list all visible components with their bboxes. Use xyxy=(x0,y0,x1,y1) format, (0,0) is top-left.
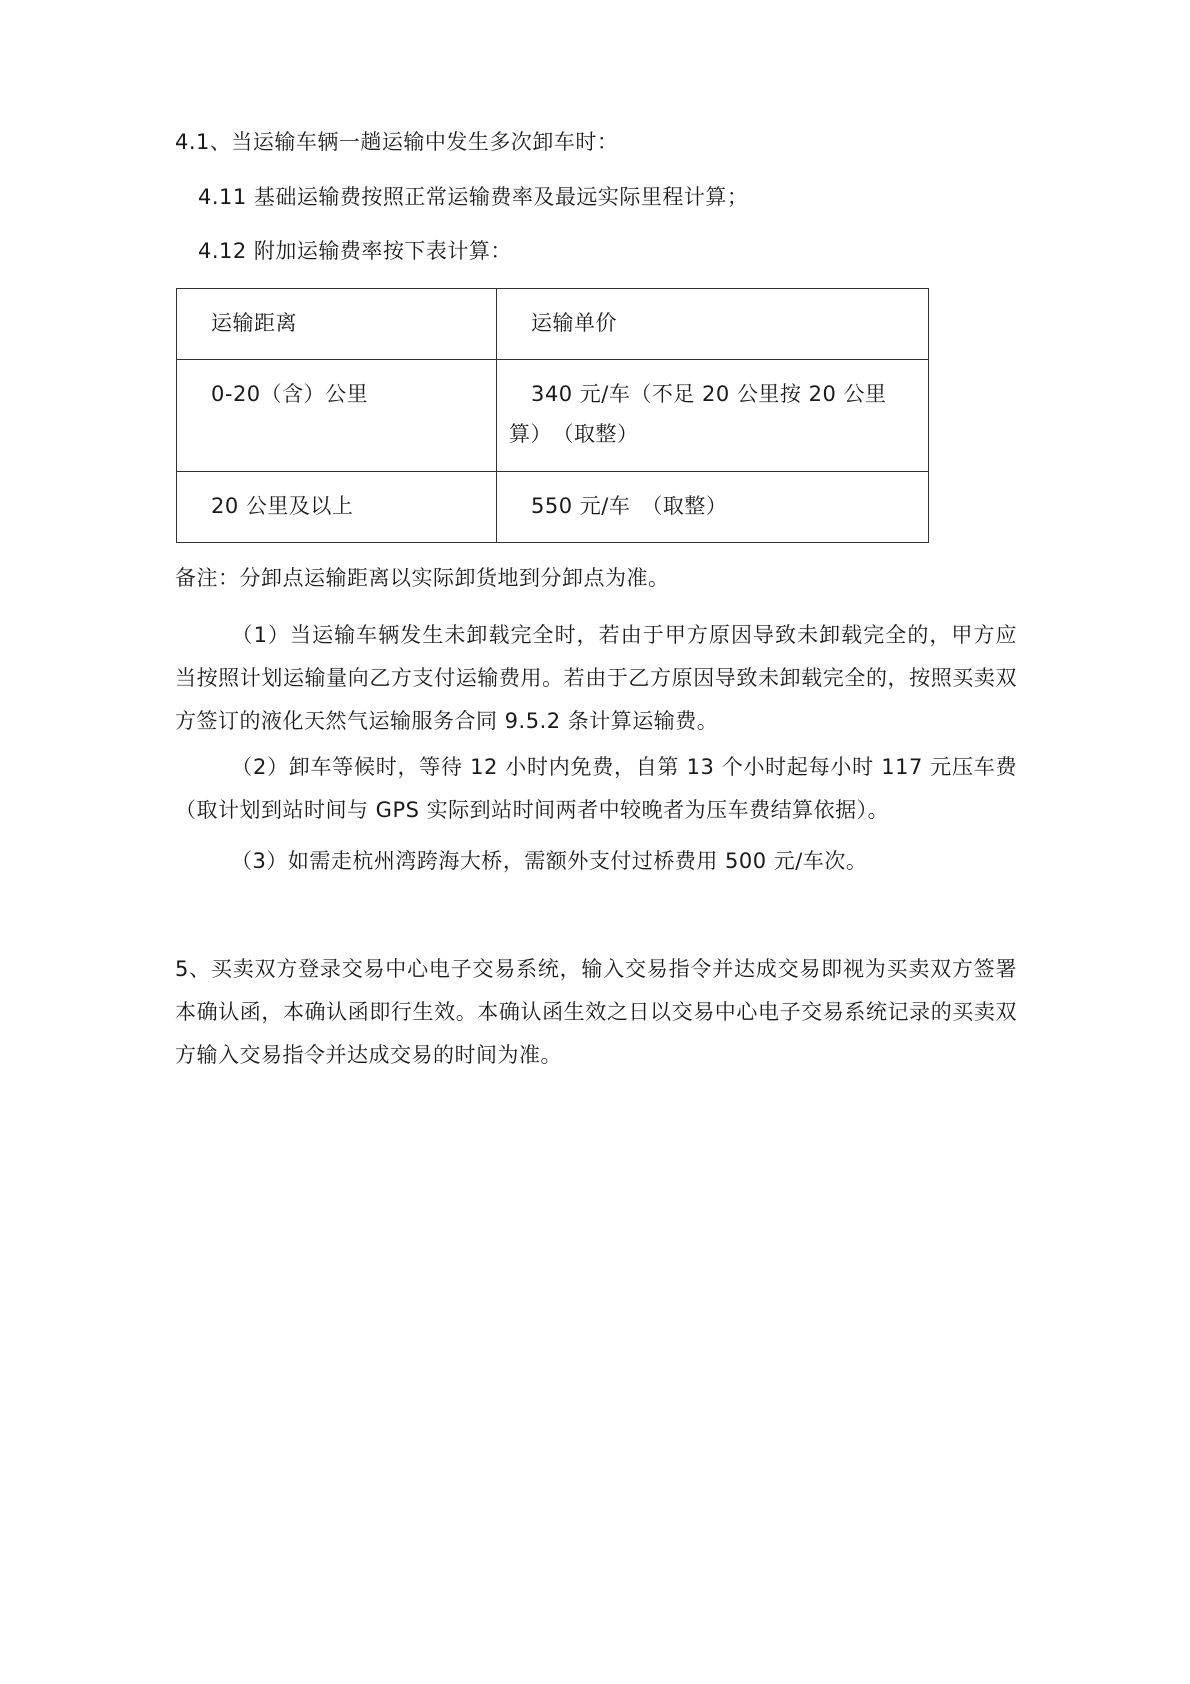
table-cell: 0-20（含）公里 xyxy=(177,360,497,472)
table-cell: 550 元/车 （取整） xyxy=(497,472,929,543)
section-4-12-text: 4.12 附加运输费率按下表计算： xyxy=(198,239,512,263)
clause-3: （3）如需走杭州湾跨海大桥，需额外支付过桥费用 500 元/车次。 xyxy=(231,849,868,873)
clause-2: （2）卸车等候时，等待 12 小时内免费，自第 13 个小时起每小时 117 元压车费（取计划到站时间与 GPS 实际到站时间两者中较晚者为压车费结算依据）。 xyxy=(175,755,1017,822)
table-note: 备注：分卸点运输距离以实际卸货地到分卸点为准。 xyxy=(175,566,670,590)
section-4-11-text: 4.11 基础运输费按照正常运输费率及最远实际里程计算； xyxy=(198,185,749,209)
table-header-row xyxy=(177,289,929,360)
section-4-1-heading: 4.1、当运输车辆一趟运输中发生多次卸车时： xyxy=(175,130,619,154)
table-header-cell: 运输距离 xyxy=(177,289,497,360)
section-5-paragraph: 5、买卖双方登录交易中心电子交易系统，输入交易指令并达成交易即视为买卖双方签署本确认函，本确认函即行生效。本确认函生效之日以交易中心电子交易系统记录的买卖双方输入交易指令并达成交易的时间为准。 xyxy=(175,957,1017,1067)
table-header-cell: 运输单价 xyxy=(497,289,929,360)
rate-table xyxy=(176,288,929,543)
table-row xyxy=(177,360,929,472)
table-cell: 20 公里及以上 xyxy=(177,472,497,543)
table-cell: 340 元/车（不足 20 公里按 20 公里算） （取整） xyxy=(497,360,929,472)
clause-1: （1）当运输车辆发生未卸载完全时，若由于甲方原因导致未卸载完全的，甲方应当按照计划运输量向乙方支付运输费用。若由于乙方原因导致未卸载完全的，按照买卖双方签订的液化天然气运输服务合同 9.5.2 条计算运输费。 xyxy=(175,623,1017,733)
table-row xyxy=(177,472,929,543)
